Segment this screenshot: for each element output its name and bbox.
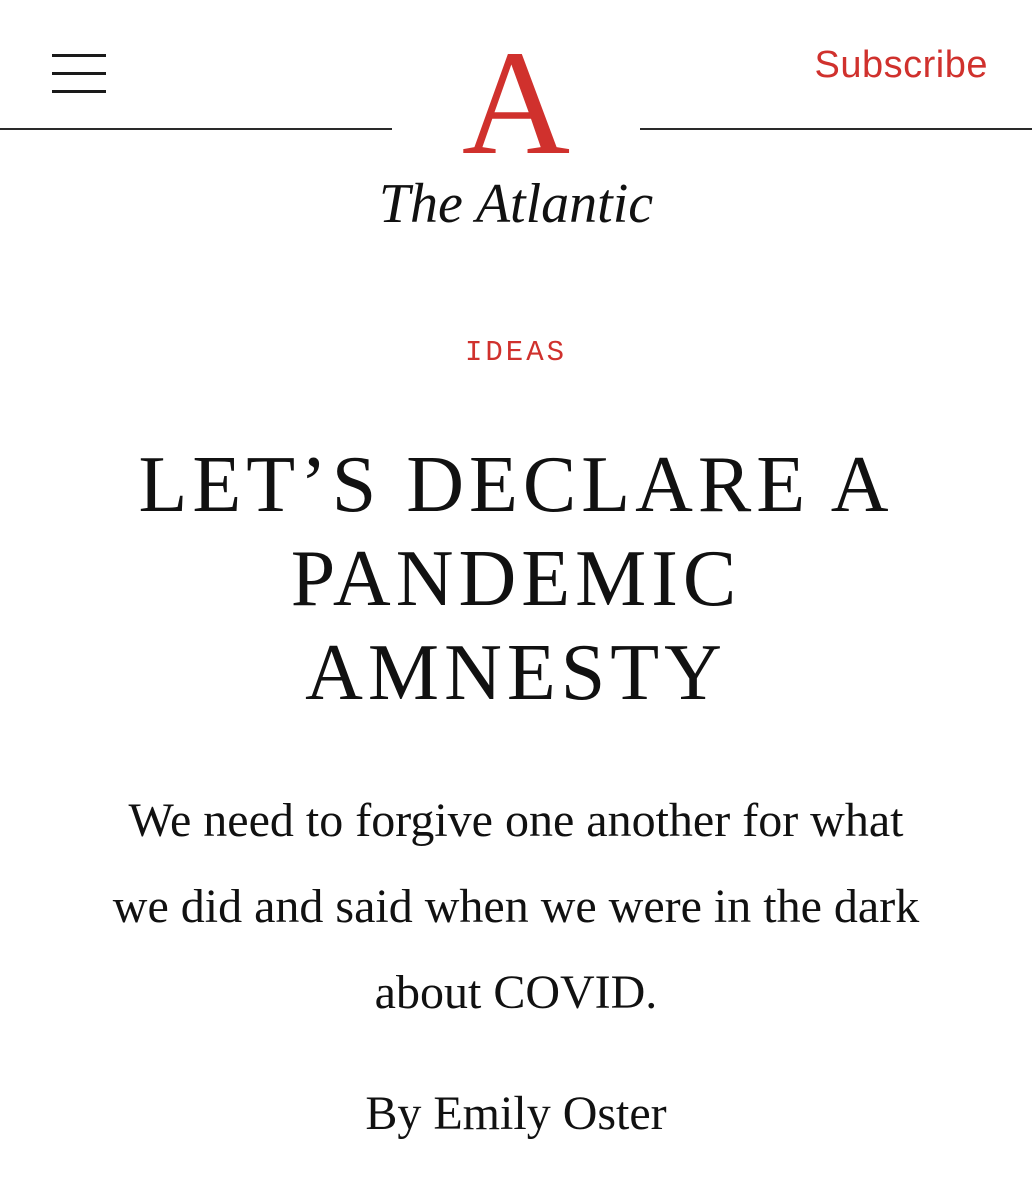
dek-line: about COVID. <box>374 966 658 1019</box>
section-label[interactable]: IDEAS <box>464 336 567 369</box>
atlantic-logo-mark[interactable]: A <box>461 20 571 186</box>
article-byline[interactable]: By Emily Oster <box>365 1087 667 1140</box>
article-headline <box>40 438 992 720</box>
article-dek <box>40 778 992 1036</box>
headline-line: PANDEMIC <box>290 535 742 623</box>
subscribe-link[interactable]: Subscribe <box>814 44 988 86</box>
dek-line: We need to forgive one another for what <box>128 794 904 847</box>
headline-line: AMNESTY <box>305 629 727 717</box>
headline-line: LET’S DECLARE A <box>138 441 894 529</box>
atlantic-wordmark[interactable]: The Atlantic <box>378 173 654 235</box>
dek-line: we did and said when we were in the dark <box>112 880 920 933</box>
